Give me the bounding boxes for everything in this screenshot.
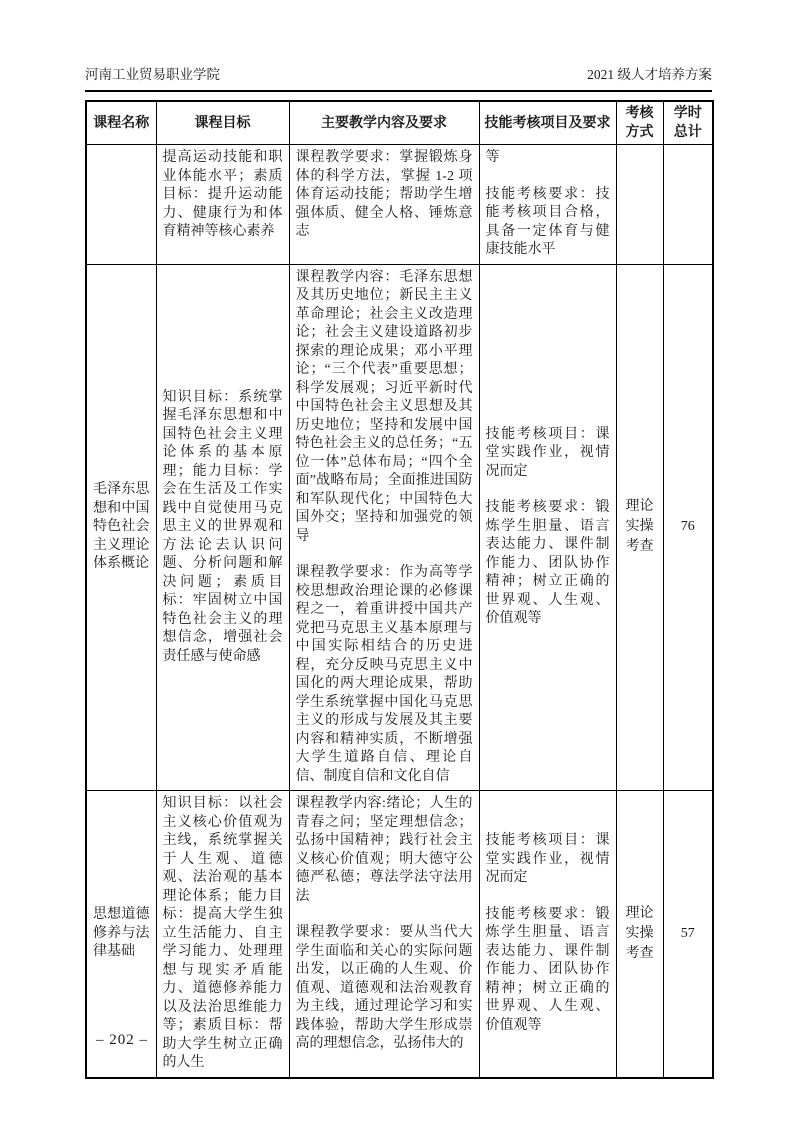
course-table [85, 100, 714, 1079]
cell-assessment [479, 145, 616, 265]
paragraph: 课程教学要求：掌握锻炼身体的科学方法，掌握 1-2 项体育运动技能；帮助学生增强体质、健全人格、锤炼意志 [295, 150, 473, 239]
paragraph: 技能考核要求：锻炼学生胆量、语言表达能力、课件制作能力、团队协作精神；树立正确的世界观、人生观、价值观等 [485, 500, 610, 627]
table-row [86, 791, 713, 1078]
school-name: 河南工业贸易职业学院 [85, 67, 220, 82]
cell-method: 理论实操考查 [616, 791, 663, 1078]
column-header-hours: 学时总计 [663, 101, 713, 145]
paragraph: 课程教学要求：作为高等学校思想政治理论课的必修课程之一，着重讲授中国共产党把马克思主义基本原理与中国实际相结合的历史进程，充分反映马克思主义中国化的两大理论成果，帮助学生系统掌握中国化马克思主义的形成与发展及其主要内容和精神实质，不断增强大学生道路自信、理论自信、制度自信和文化自信 [295, 565, 473, 784]
plan-title: 2021 级人才培养方案 [587, 67, 712, 82]
paragraph: 知识目标：以社会主义核心价值观为主线，系统掌握关于人生观、道德观、法治观的基本理论体系；能力目标：提高大学生独立生活能力、自主学习能力、处理理想与现实矛盾能力、道德修养能力以及法治思维能力等；素质目标：帮助大学生树立正确的人生 [162, 796, 283, 1070]
header-rule [85, 90, 712, 92]
page-number: – 202 – [96, 1032, 148, 1048]
column-header-objectives: 课程目标 [156, 101, 289, 145]
cell-objectives [156, 791, 289, 1078]
paragraph: 课程教学内容:绪论；人生的青春之问；坚定理想信念；弘扬中国精神；践行社会主义核心价值观；明大德守公德严私德；尊法学法守法用法 [295, 796, 473, 904]
paragraph: 技能考核要求：技能考核项目合格，具备一定体育与健康技能水平 [485, 186, 610, 257]
paragraph: 课程教学内容：毛泽东思想及其历史地位；新民主主义革命理论；社会主义改造理论；社会主义建设道路初步探索的理论成果；邓小平理论；“三个代表”重要思想；科学发展观；习近平新时代中国特色社会主义思想及其历史地位；坚持和发展中国特色社会主义的总任务；“五位一体”总体布局；“四个全面”战略布局；全面推进国防和军队现代化；中国特色大国外交；坚持和加强党的领导 [295, 269, 473, 544]
cell-hours [663, 145, 713, 265]
cell-content [289, 791, 479, 1078]
column-header-content: 主要教学内容及要求 [289, 101, 479, 145]
cell-method [616, 145, 663, 265]
cell-assessment [479, 791, 616, 1078]
column-header-method: 考核方式 [616, 101, 663, 145]
cell-course-name: 思想道德修养与法律基础 [86, 791, 156, 1078]
cell-content [289, 145, 479, 265]
paragraph: 提高运动技能和职业体能水平；素质目标：提升运动能力、健康行为和体育精神等核心素养 [162, 150, 283, 239]
paragraph: 知识目标：系统掌握毛泽东思想和中国特色社会主义理论体系的基本原理；能力目标：学会在生活及工作实践中自觉使用马克思主义的世界观和方法论去认识问题、分析问题和解决问题；素质目标：牢固树立中国特色社会主义的理想信念，增强社会责任感与使命感 [162, 389, 283, 664]
paragraph: 技能考核项目：课堂实践作业，视情况而定 [485, 426, 610, 479]
cell-method: 理论实操考查 [616, 264, 663, 791]
paragraph: 等 [485, 150, 500, 165]
column-header-course-name: 课程名称 [86, 101, 156, 145]
cell-hours: 76 [663, 264, 713, 791]
table-row [86, 145, 713, 265]
cell-hours: 57 [663, 791, 713, 1078]
page-header [85, 66, 712, 84]
paragraph: 技能考核项目：课堂实践作业，视情况而定 [485, 833, 610, 886]
table-header-row [86, 101, 713, 145]
column-header-assessment: 技能考核项目及要求 [479, 101, 616, 145]
paragraph: 技能考核要求：锻炼学生胆量、语言表达能力、课件制作能力、团队协作精神；树立正确的世界观、人生观、价值观等 [485, 906, 610, 1033]
cell-assessment [479, 264, 616, 791]
cell-course-name: 毛泽东思想和中国特色社会主义理论体系概论 [86, 264, 156, 791]
cell-course-name [86, 145, 156, 265]
table-row [86, 264, 713, 791]
cell-objectives [156, 145, 289, 265]
cell-objectives [156, 264, 289, 791]
paragraph: 课程教学要求：要从当代大学生面临和关心的实际问题出发，以正确的人生观、价值观、道德观和法治观教育为主线，通过理论学习和实践体验，帮助大学生形成崇高的理想信念，弘扬伟大的 [295, 925, 473, 1051]
cell-content [289, 264, 479, 791]
